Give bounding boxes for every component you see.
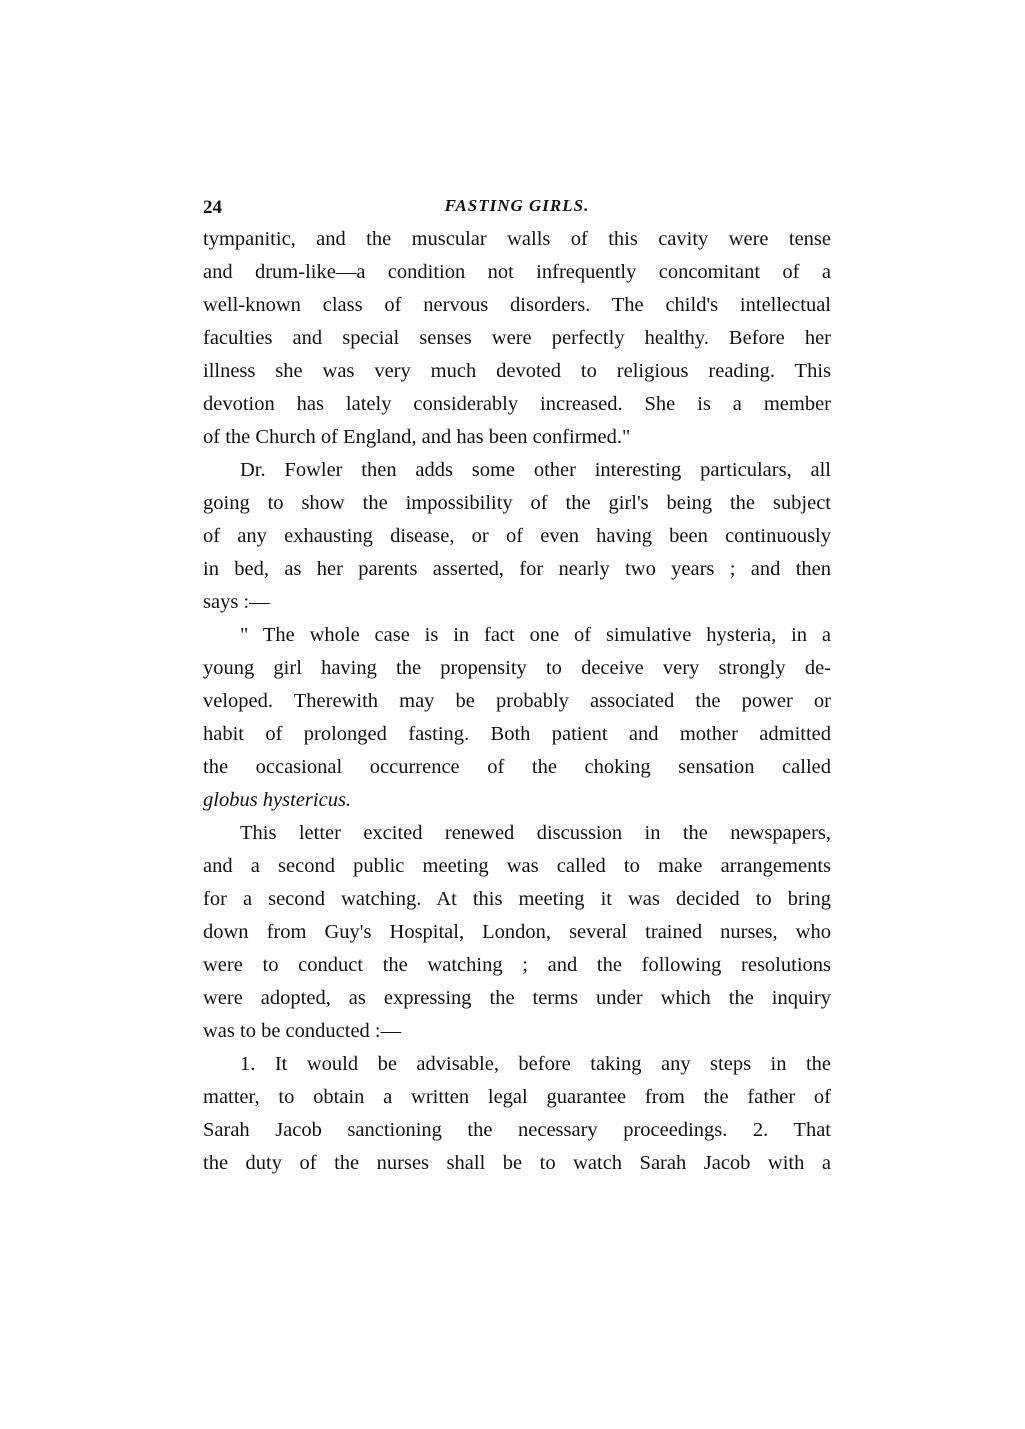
text-line: going to show the impossibility of the girl's being the subject bbox=[203, 492, 831, 514]
page-number: 24 bbox=[203, 197, 222, 218]
text-line: the occasional occurrence of the choking sensation called bbox=[203, 756, 831, 778]
text-line: 1. It would be advisable, before taking any steps in the bbox=[240, 1053, 831, 1075]
text-line: Dr. Fowler then adds some other interesting particulars, all bbox=[240, 459, 831, 481]
text-line: matter, to obtain a written legal guarantee from the father of bbox=[203, 1086, 831, 1108]
paragraph-4 bbox=[203, 817, 831, 1048]
text-line: and drum-like—a condition not infrequently concomitant of a bbox=[203, 261, 831, 283]
text-line: This letter excited renewed discussion in the newspapers, bbox=[240, 822, 831, 844]
running-title: FASTING GIRLS. bbox=[444, 196, 590, 215]
text-line: and a second public meeting was called to make arrangements bbox=[203, 855, 831, 877]
text-line: faculties and special senses were perfectly healthy. Before her bbox=[203, 327, 831, 349]
text-line: habit of prolonged fasting. Both patient and mother admitted bbox=[203, 723, 831, 745]
text-line: was to be conducted :— bbox=[203, 1020, 402, 1042]
paragraph-3-quotation bbox=[203, 619, 831, 817]
text-line: illness she was very much devoted to religious reading. This bbox=[203, 360, 831, 382]
book-page bbox=[203, 193, 831, 1180]
text-line: of any exhausting disease, or of even having been continuously bbox=[203, 525, 831, 547]
text-line: tympanitic, and the muscular walls of this cavity were tense bbox=[203, 228, 831, 250]
text-line: the duty of the nurses shall be to watch Sarah Jacob with a bbox=[203, 1152, 831, 1174]
text-line: in bed, as her parents asserted, for nearly two years ; and then bbox=[203, 558, 831, 580]
text-line: devotion has lately considerably increased. She is a member bbox=[203, 393, 831, 415]
text-line: well-known class of nervous disorders. The child's intellectual bbox=[203, 294, 831, 316]
text-line: were to conduct the watching ; and the following resolutions bbox=[203, 954, 831, 976]
page-header bbox=[203, 193, 831, 223]
italic-text-line: globus hystericus. bbox=[203, 789, 352, 811]
text-line: says :— bbox=[203, 591, 270, 613]
paragraph-2 bbox=[203, 454, 831, 619]
text-line: Sarah Jacob sanctioning the necessary proceedings. 2. That bbox=[203, 1119, 831, 1141]
text-line: young girl having the propensity to deceive very strongly de- bbox=[203, 657, 831, 679]
page-body bbox=[203, 223, 831, 1180]
paragraph-1 bbox=[203, 223, 831, 454]
text-line: veloped. Therewith may be probably associated the power or bbox=[203, 690, 831, 712]
text-line: for a second watching. At this meeting it was decided to bring bbox=[203, 888, 831, 910]
text-line: " The whole case is in fact one of simulative hysteria, in a bbox=[240, 624, 831, 646]
text-line: of the Church of England, and has been confirmed." bbox=[203, 426, 631, 448]
text-line: down from Guy's Hospital, London, several trained nurses, who bbox=[203, 921, 831, 943]
text-line: were adopted, as expressing the terms under which the inquiry bbox=[203, 987, 831, 1009]
paragraph-5-resolutions bbox=[203, 1048, 831, 1180]
